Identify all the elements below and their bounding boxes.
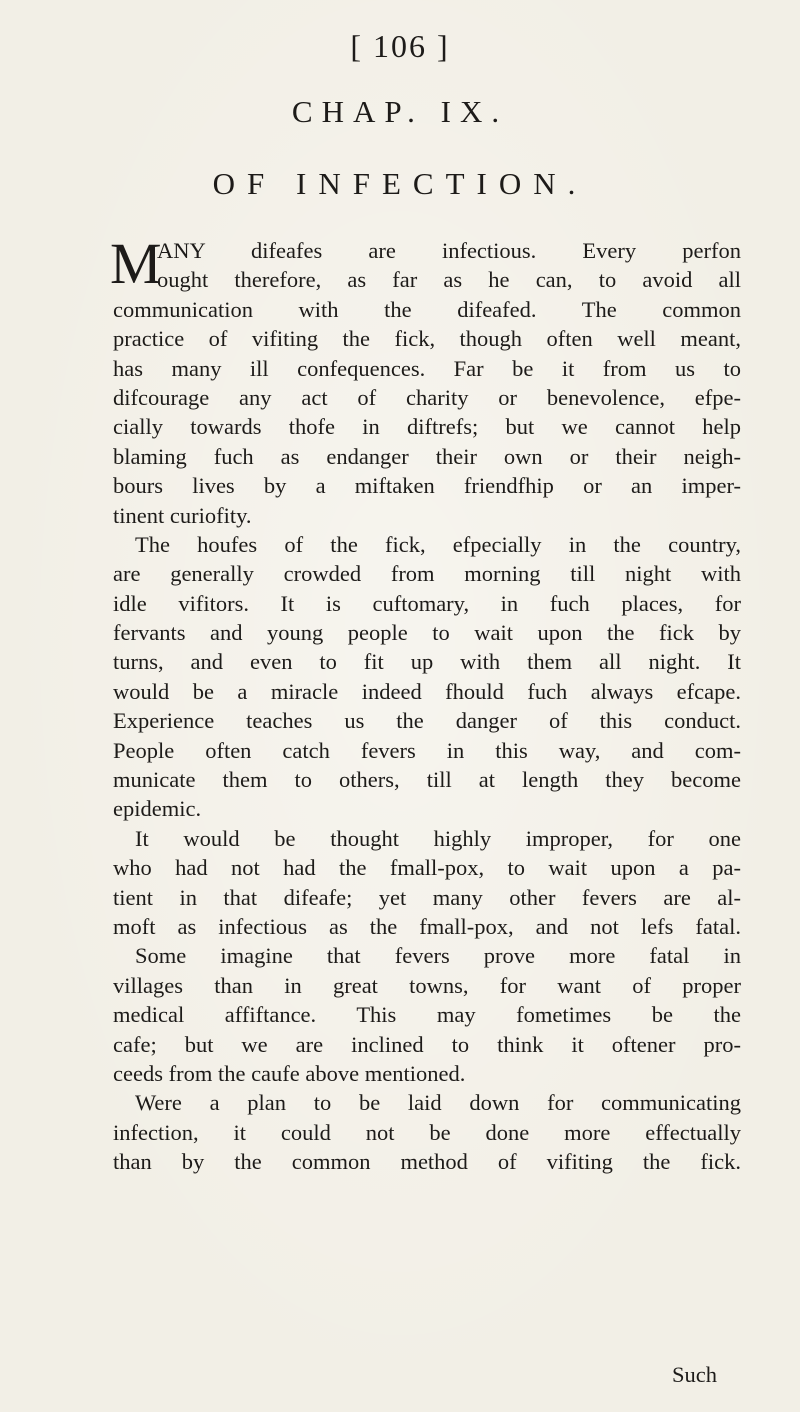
text-line: turns, and even to fit up with them all night. It	[113, 649, 741, 675]
text-line: ceeds from the caufe above mentioned.	[113, 1060, 466, 1086]
text-line: epidemic.	[113, 796, 202, 822]
page-number: [ 106 ]	[350, 28, 450, 64]
text-line: The houfes of the fick, efpecially in the country,	[135, 531, 741, 557]
text-line: It would be thought highly improper, for one	[135, 825, 741, 851]
text-line: Experience teaches us the danger of this conduct.	[113, 708, 741, 734]
text-line: cially towards thofe in diftrefs; but we cannot help	[113, 414, 741, 440]
text-line: Were a plan to be laid down for communicating	[135, 1090, 741, 1116]
text-line: idle vifitors. It is cuftomary, in fuch places, for	[113, 590, 741, 616]
chapter-title: OF INFECTION.	[212, 166, 588, 201]
text-line: municate them to others, till at length they become	[113, 767, 741, 793]
text-line: are generally crowded from morning till night with	[113, 561, 741, 587]
text-line: practice of vifiting the fick, though often well meant,	[113, 326, 741, 352]
text-line: tinent curiofity.	[113, 502, 252, 528]
text-line: People often catch fevers in this way, and com-	[113, 737, 741, 763]
text-line: than by the common method of vifiting the fick.	[113, 1149, 741, 1175]
text-line: blaming fuch as endanger their own or their neigh-	[113, 443, 741, 469]
text-line: would be a miracle indeed fhould fuch always efcape.	[113, 678, 741, 704]
text-line: ought therefore, as far as he can, to avoid all	[157, 267, 741, 293]
drop-cap: M	[110, 231, 162, 296]
text-line: Some imagine that fevers prove more fatal in	[135, 943, 741, 969]
text-line: difcourage any act of charity or benevolence, efpe-	[113, 384, 741, 410]
text-line: cafe; but we are inclined to think it oftener pro-	[113, 1031, 741, 1057]
text-line: communication with the difeafed. The common	[113, 296, 741, 322]
text-line: who had not had the fmall-pox, to wait upon a pa-	[113, 855, 741, 881]
text-line: ANY difeafes are infectious. Every perfon	[157, 238, 741, 263]
text-line: bours lives by a miftaken friendfhip or an imper-	[113, 473, 741, 499]
text-line: moft as infectious as the fmall-pox, and not lefs fatal.	[113, 913, 741, 939]
text-line: villages than in great towns, for want of proper	[113, 972, 741, 998]
text-line: tient in that difeafe; yet many other fevers are al-	[113, 884, 741, 910]
text-line: fervants and young people to wait upon the fick by	[113, 620, 741, 646]
text-line: infection, it could not be done more effectually	[113, 1119, 741, 1145]
catchword: Such	[672, 1362, 717, 1387]
text-line: has many ill confequences. Far be it from us to	[113, 355, 741, 381]
chapter-heading: CHAP. IX.	[291, 94, 509, 129]
body-text	[110, 231, 741, 1177]
text-line: medical affiftance. This may fometimes be the	[113, 1002, 741, 1028]
